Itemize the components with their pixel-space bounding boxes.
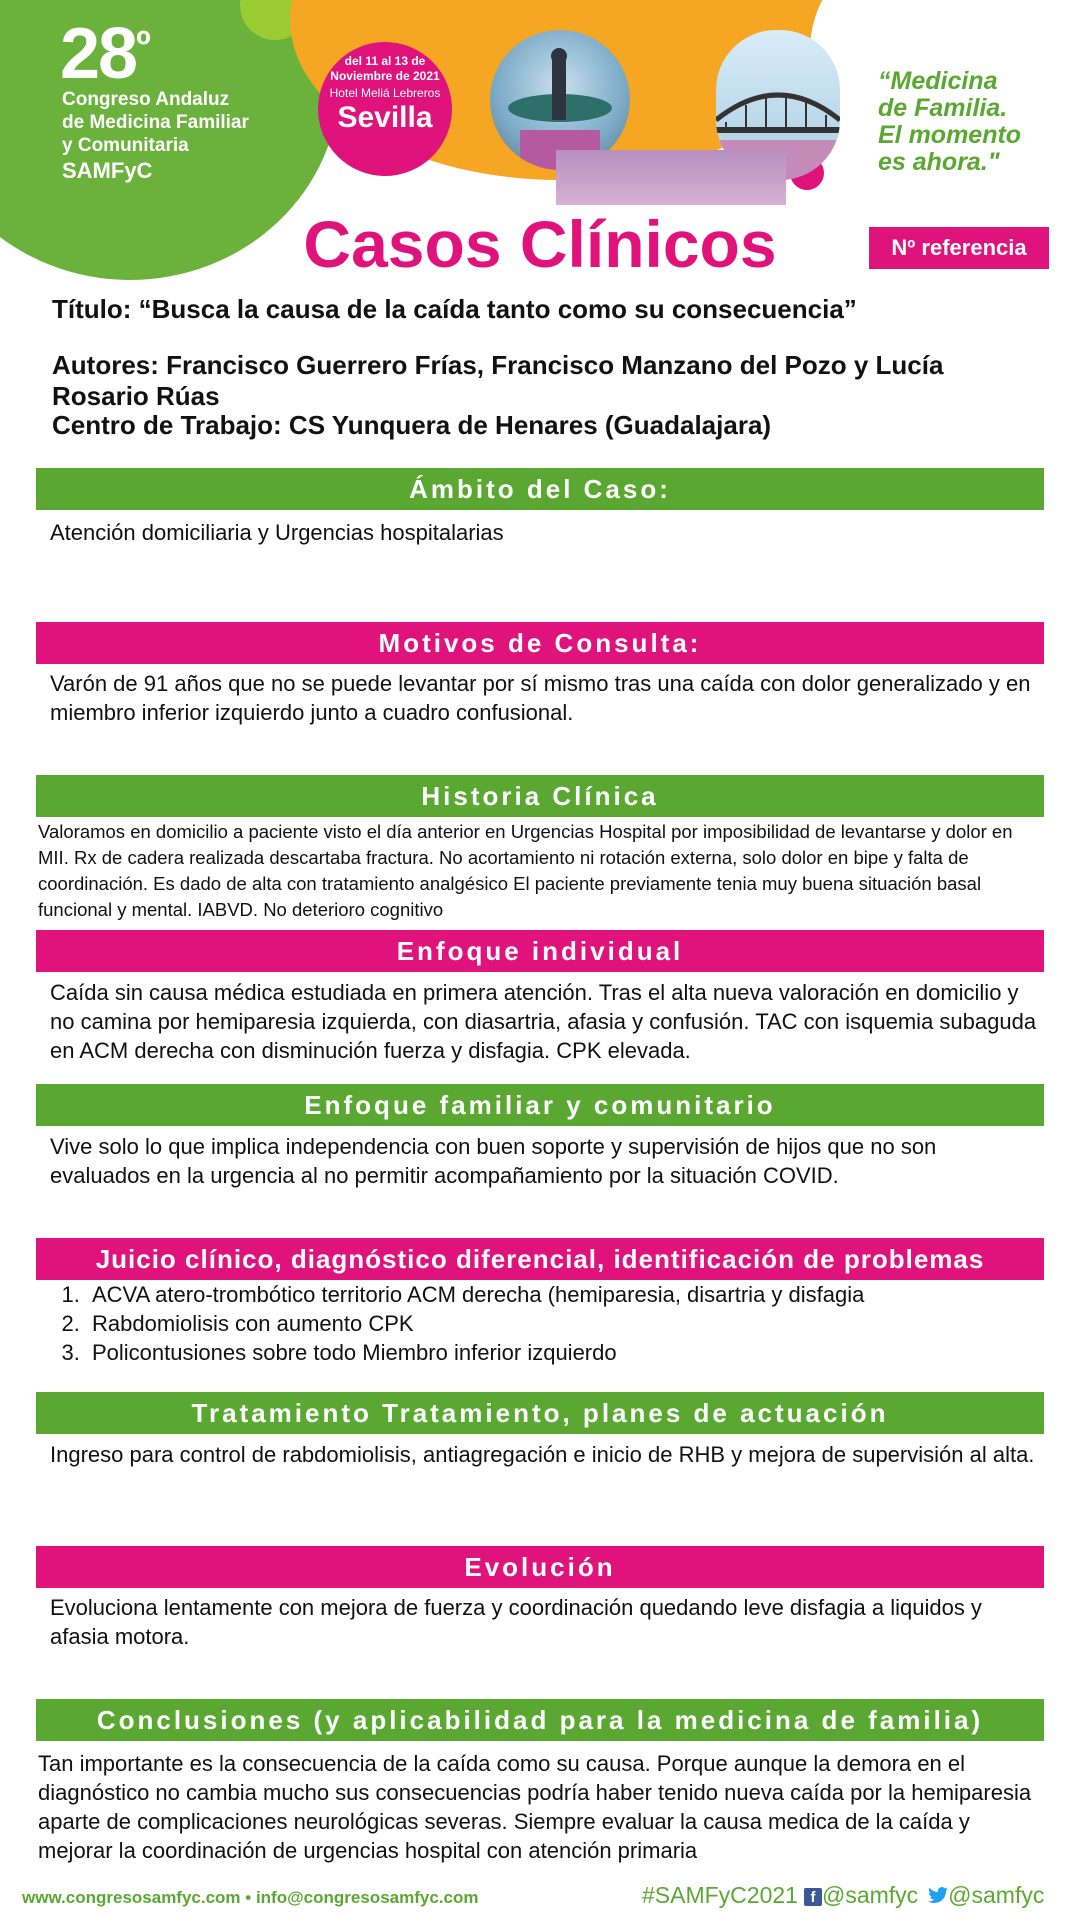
congress-line: y Comunitaria: [62, 135, 189, 156]
twitter-icon: [928, 1883, 948, 1910]
section-heading-evolucion: Evolución: [36, 1546, 1044, 1588]
section-text-conclusiones: Tan importante es la consecuencia de la caída como su causa. Porque aunque la demora en el diagnóstico no cambia mucho sus consecuencias podría haber tenido nueva caída por la hemiparesia aparte de complicaciones neurológicas severas. Siempre evaluar la causa medica de la caída y mejorar la coordinación de urgencias hospital con atención primaria: [38, 1751, 1032, 1863]
footer-contact: www.congresosamfyc.com • info@congresosamfyc.com: [22, 1888, 479, 1907]
case-authors-line2: Rosario Rúas: [52, 381, 220, 411]
date-badge: [318, 42, 452, 176]
city: Sevilla: [337, 101, 433, 134]
section-heading-individual: Enfoque individual: [36, 930, 1044, 972]
congress-line: de Medicina Familiar: [62, 112, 249, 133]
section-heading-tratamiento: Tratamiento Tratamiento, planes de actuación: [36, 1392, 1044, 1434]
section-text-familiar: Vive solo lo que implica independencia con buen soporte y supervisión de hijos que no son evaluados en la urgencia al no permitir acompañamiento por la situación COVID.: [50, 1134, 937, 1188]
congress-name: [62, 88, 292, 182]
case-authors-line1: Autores: Francisco Guerrero Frías, Francisco Manzano del Pozo y Lucía: [52, 350, 944, 380]
slogan-line: es ahora.": [878, 148, 1000, 176]
venue: Hotel Meliá Lebreros: [329, 86, 441, 100]
building-photo: [556, 150, 786, 205]
page-title: Casos Clínicos: [303, 207, 777, 281]
section-text-evolucion: Evoluciona lentamente con mejora de fuerza y coordinación quedando leve disfagia a liquidos y afasia motora.: [50, 1595, 982, 1649]
edition-number: $28^º$: [60, 14, 149, 94]
congress-line: Congreso Andaluz: [62, 89, 230, 110]
list-item: 2. Rabdomiolisis con aumento CPK: [86, 1309, 1040, 1338]
section-heading-ambito: Ámbito del Caso:: [36, 468, 1044, 510]
date-line1: del 11 al 13 de: [344, 54, 426, 68]
section-heading-juicio: Juicio clínico, diagnóstico diferencial, identificación de problemas: [36, 1238, 1044, 1280]
twitter-handle: @samfyc: [948, 1882, 1045, 1908]
facebook-icon: f: [804, 1888, 822, 1906]
section-text-individual: Caída sin causa médica estudiada en primera atención. Tras el alta nueva valoración en domicilio y no camina por hemiparesia izquierda, con diasartria, afasia y confusión. TAC con isquemia subaguda en ACM derecha con disminución fuerza y disfagia. CPK elevada.: [50, 980, 1037, 1063]
facebook-handle: @samfyc: [821, 1882, 919, 1908]
section-heading-familiar: Enfoque familiar y comunitario: [36, 1084, 1044, 1126]
section-text-ambito: Atención domiciliaria y Urgencias hospitalarias: [50, 520, 504, 545]
section-text-motivos: Varón de 91 años que no se puede levantar por sí mismo tras una caída con dolor generalizado y en miembro inferior izquierdo junto a cuadro confusional.: [50, 671, 1031, 725]
congress-line: SAMFyC: [62, 158, 153, 183]
hashtag: #SAMFyC2021: [642, 1882, 798, 1908]
slogan-line: El momento: [878, 121, 1022, 149]
monument-photo: [490, 30, 630, 170]
section-heading-conclusiones: Conclusiones (y aplicabilidad para la medicina de familia): [36, 1699, 1044, 1741]
section-text-tratamiento: Ingreso para control de rabdomiolisis, antiagregación e inicio de RHB y mejora de supervisión al alta.: [50, 1442, 1035, 1467]
footer-social: [642, 1882, 1044, 1910]
section-heading-historia: Historia Clínica: [36, 775, 1044, 817]
list-item: 3. Policontusiones sobre todo Miembro inferior izquierdo: [86, 1338, 1040, 1367]
section-heading-motivos: Motivos de Consulta:: [36, 622, 1044, 664]
slogan-line: de Familia.: [878, 94, 1008, 122]
reference-badge: Nº referencia: [869, 227, 1049, 269]
case-workplace: Centro de Trabajo: CS Yunquera de Henares (Guadalajara): [52, 410, 772, 440]
case-title: Título: “Busca la causa de la caída tanto como su consecuencia”: [52, 294, 857, 324]
slogan: [878, 68, 1068, 176]
section-list-juicio: [50, 1280, 1040, 1367]
date-line2: Noviembre de 2021: [330, 69, 440, 83]
slogan-line: “Medicina: [878, 67, 998, 95]
list-item: 1. ACVA atero-trombótico territorio ACM derecha (hemiparesia, disartria y disfagia: [86, 1280, 1040, 1309]
section-text-historia: Valoramos en domicilio a paciente visto el día anterior en Urgencias Hospital por imposibilidad de levantarse y dolor en MII. Rx de cadera realizada descartaba fractura. No acortamiento ni rotación externa, solo dolor en bipe y falta de coordinación. Es dado de alta con tratamiento analgésico El paciente previamente tenia muy buena situación basal funcional y mental. IABVD. No deterioro cognitivo: [38, 821, 1013, 920]
